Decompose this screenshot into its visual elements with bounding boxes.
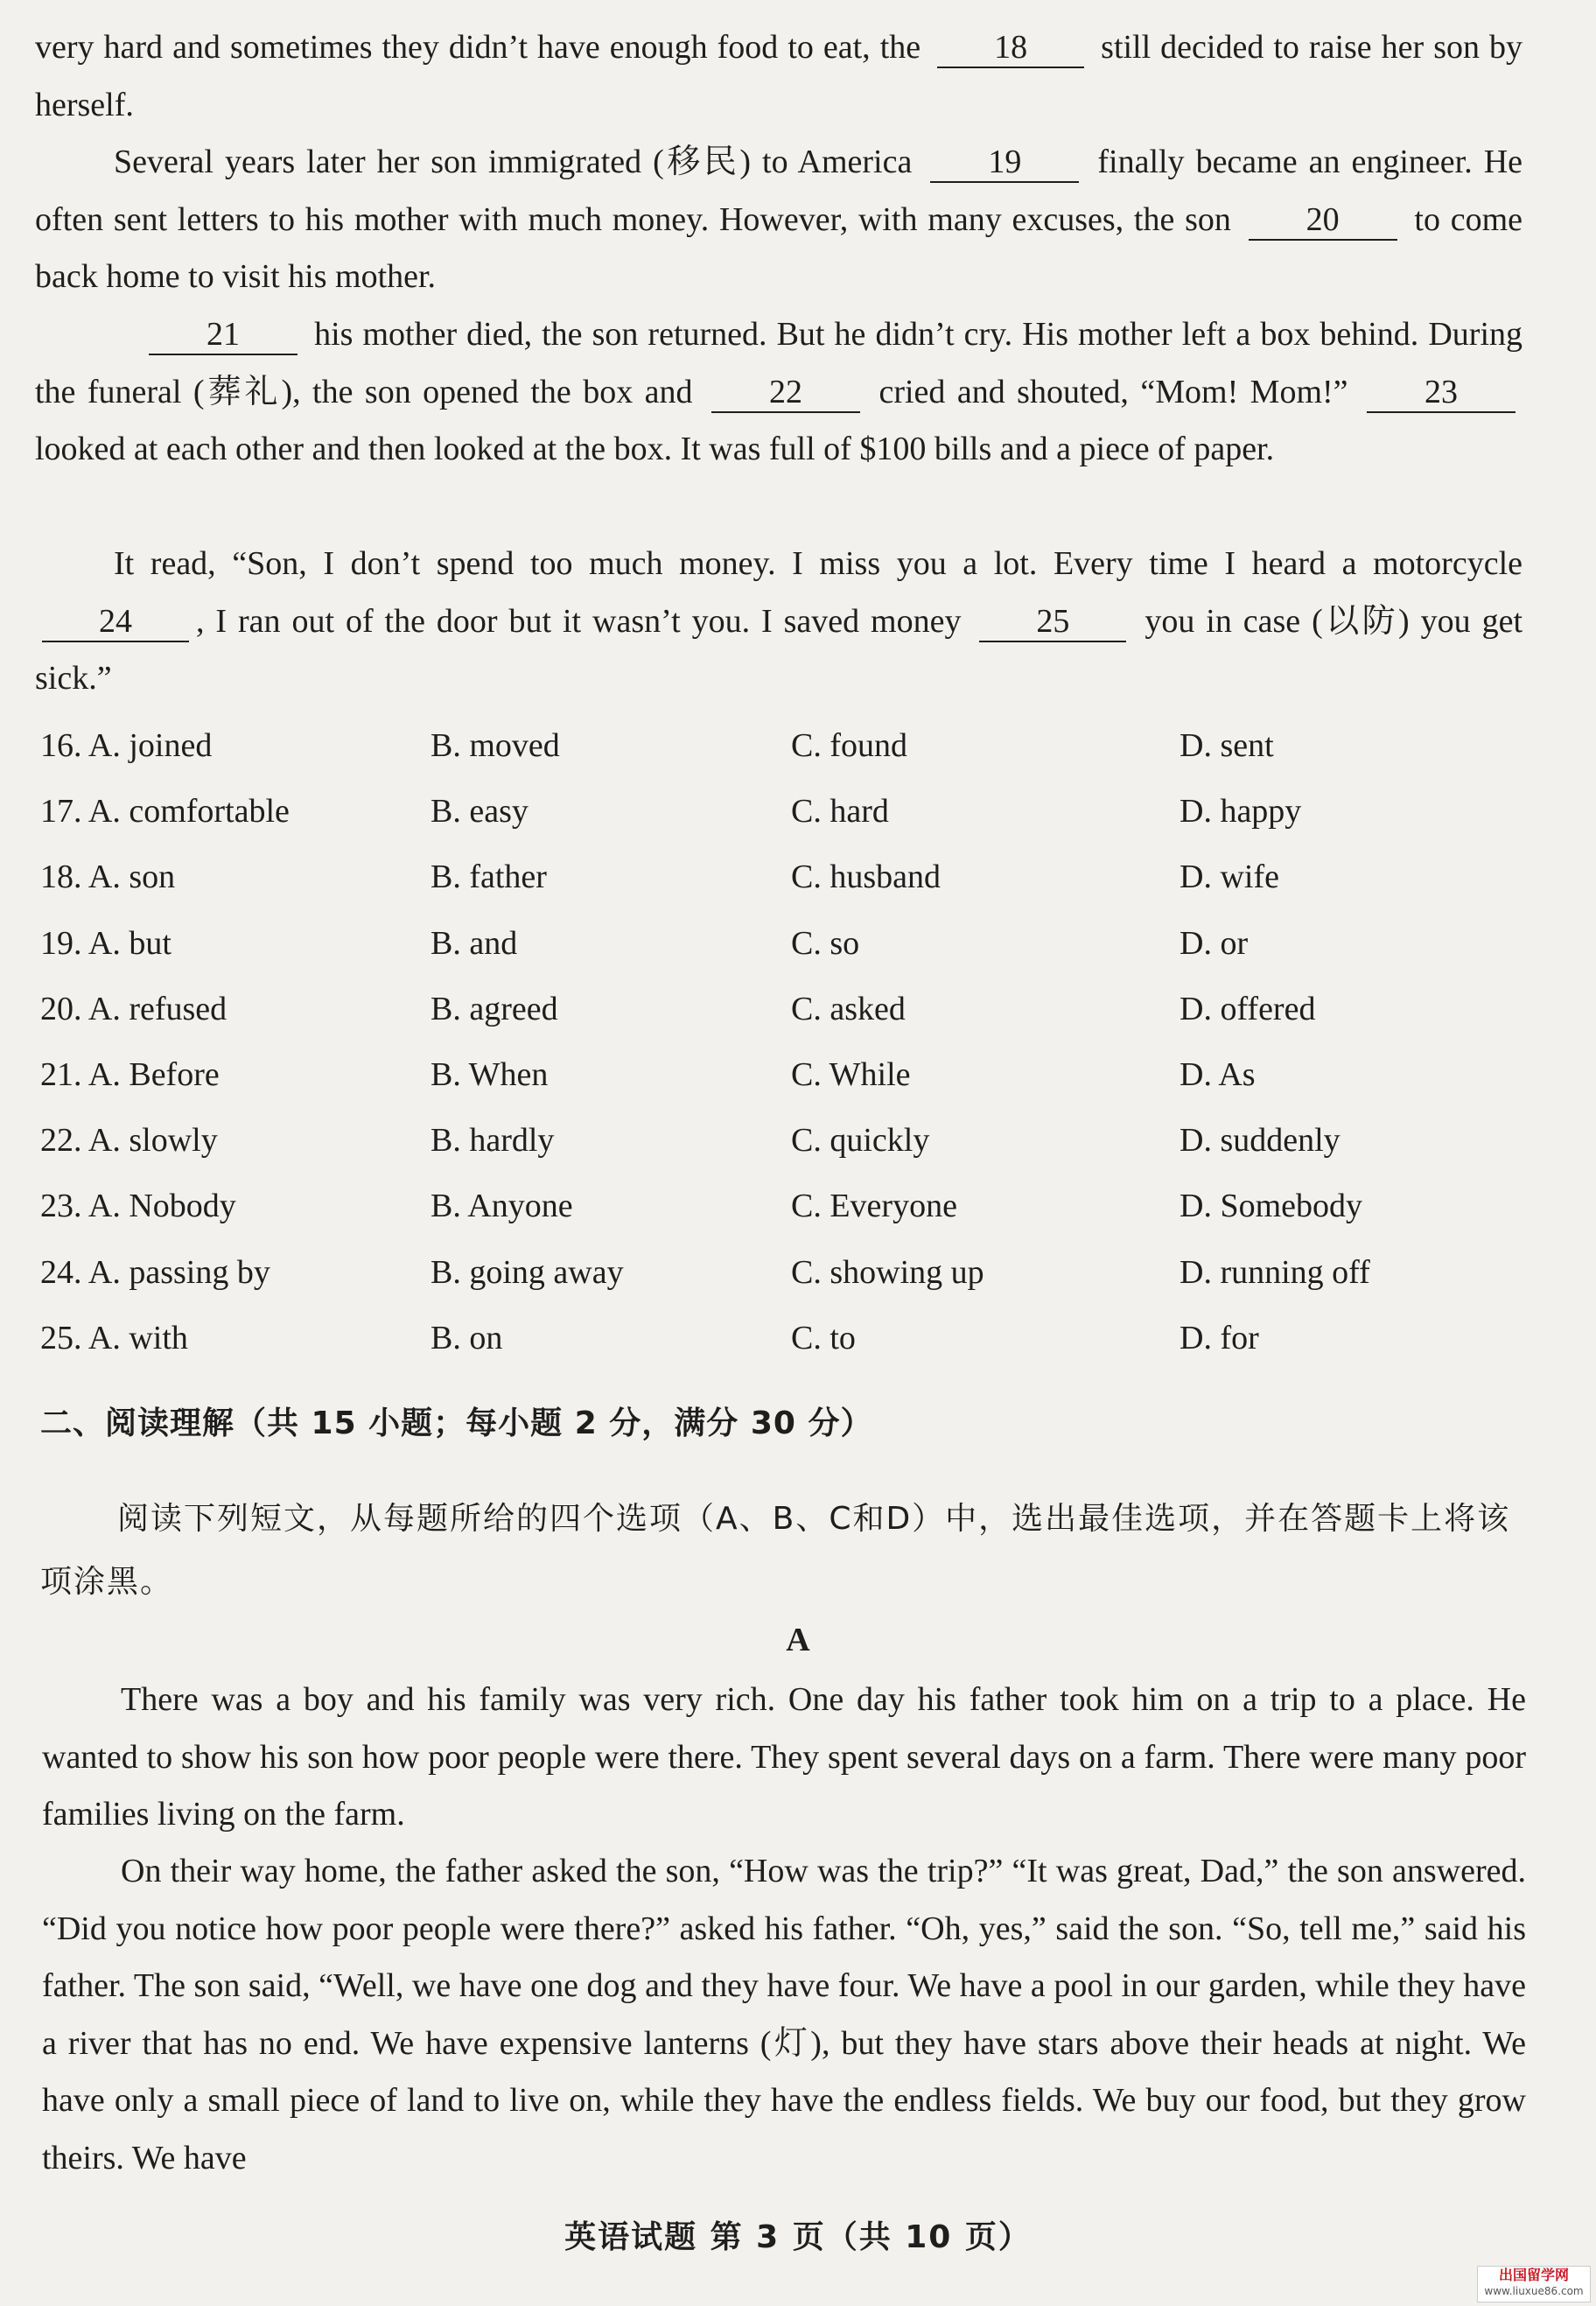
option-c: C. husband xyxy=(791,859,941,896)
options-list xyxy=(40,719,1528,1377)
section-instruction: 阅读下列短文，从每题所给的四个选项（A、B、C和D）中，选出最佳选项，并在答题卡上将该项涂黑。 xyxy=(40,1501,1511,1600)
section-heading: 二、阅读理解（共 15 小题；每小题 2 分，满分 30 分） xyxy=(40,1405,873,1441)
option-d: D. As xyxy=(1180,1055,1256,1093)
option-d: D. offered xyxy=(1180,990,1316,1027)
option-b: B. agreed xyxy=(430,990,558,1027)
cloze-blank: 22 xyxy=(711,373,860,413)
passage-label: A xyxy=(786,1622,810,1658)
option-b: B. easy xyxy=(430,793,528,831)
option-d: D. suddenly xyxy=(1180,1122,1340,1160)
cloze-text: his mother died, the son returned. But he didn’t cry. His mother left a box behind. During the funeral (葬礼), the son opened the box and xyxy=(35,316,1523,410)
option-d: D. happy xyxy=(1180,793,1302,831)
option-d: D. Somebody xyxy=(1180,1188,1362,1225)
cloze-text: to come back home to visit his mother. xyxy=(35,200,1523,295)
option-b: B. hardly xyxy=(430,1122,555,1160)
cloze-paragraph-3 xyxy=(35,306,1522,479)
option-b: B. and xyxy=(430,924,518,962)
option-c: C. to xyxy=(791,1319,856,1356)
option-a: 23. A. Nobody xyxy=(40,1188,236,1225)
option-c: C. asked xyxy=(791,990,906,1027)
option-b: B. When xyxy=(430,1055,549,1093)
cloze-blank: 23 xyxy=(1367,373,1516,413)
option-c: C. found xyxy=(791,727,907,764)
cloze-blank: 21 xyxy=(149,315,298,355)
cloze-text: , I ran out of the door but it wasn’t you. I saved money xyxy=(196,602,962,640)
cloze-paragraph-4 xyxy=(35,536,1522,708)
option-row xyxy=(40,1312,1528,1377)
option-a: 24. A. passing by xyxy=(40,1253,270,1291)
option-c: C. hard xyxy=(791,793,889,831)
cloze-text: Several years later her son immigrated (移民) to America xyxy=(114,144,913,180)
option-d: D. running off xyxy=(1180,1253,1370,1291)
option-a: 21. A. Before xyxy=(40,1055,220,1093)
option-d: D. or xyxy=(1180,924,1249,962)
option-a: 20. A. refused xyxy=(40,990,228,1027)
option-a: 19. A. but xyxy=(40,924,172,962)
passage-paragraph-1: There was a boy and his family was very rich. One day his father took him on a trip to a place. He wanted to show his son how poor people were there. They spent several days on a farm. There were many poor families living on the farm. xyxy=(42,1681,1526,1833)
cloze-blank: 20 xyxy=(1249,200,1397,241)
option-a: 18. A. son xyxy=(40,859,176,896)
option-row xyxy=(40,719,1528,785)
option-b: B. moved xyxy=(430,727,560,764)
cloze-text: It read, “Son, I don’t spend too much money. I miss you a lot. Every time I heard a motorcycle xyxy=(114,545,1522,582)
option-row xyxy=(40,1180,1528,1245)
watermark-title: 出国留学网 xyxy=(1498,2267,1569,2283)
passage-paragraph-2: On their way home, the father asked the son, “How was the trip?” “It was great, Dad,” the son answered. “Did you notice how poor people were there?” asked his father. “Oh, yes,” said the son. “So, tell me,” said his father. The son said, “Well, we have one dog and they have four. We have a pool in our garden, while they have a river that has no end. We have expensive lanterns (灯), but they have stars above their heads at night. We have only a small piece of land to live on, while they have the endless fields. We buy our food, but they grow theirs. We have xyxy=(42,1853,1526,2176)
option-c: C. so xyxy=(791,924,860,962)
cloze-blank: 24 xyxy=(42,602,189,642)
option-b: B. father xyxy=(430,859,547,896)
option-row xyxy=(40,785,1528,851)
site-watermark xyxy=(1477,2266,1591,2302)
option-row xyxy=(40,1246,1528,1312)
cloze-blank: 25 xyxy=(979,602,1126,642)
option-d: D. sent xyxy=(1180,727,1274,764)
option-c: C. quickly xyxy=(791,1122,930,1160)
option-d: D. for xyxy=(1180,1319,1259,1356)
option-c: C. Everyone xyxy=(791,1188,957,1225)
option-a: 25. A. with xyxy=(40,1319,188,1356)
cloze-text: still decided to raise her son by herself. xyxy=(35,29,1523,123)
option-c: C. showing up xyxy=(791,1253,984,1291)
page-footer: 英语试题 第 3 页（共 10 页） xyxy=(564,2219,1032,2255)
option-row xyxy=(40,983,1528,1048)
cloze-text: you in case (以防) you get sick.” xyxy=(35,602,1522,697)
option-row xyxy=(40,917,1528,983)
option-d: D. wife xyxy=(1180,859,1279,896)
cloze-paragraph-2 xyxy=(35,134,1522,306)
option-c: C. While xyxy=(791,1055,911,1093)
cloze-text: very hard and sometimes they didn’t have enough food to eat, the xyxy=(35,29,921,66)
cloze-text: looked at each other and then looked at the box. It was full of $100 bills and a piece of paper. xyxy=(35,431,1275,467)
option-row xyxy=(40,1048,1528,1114)
cloze-blank: 19 xyxy=(930,143,1079,183)
option-row xyxy=(40,1114,1528,1180)
watermark-url: www.liuxue86.com xyxy=(1484,2285,1584,2297)
cloze-text: cried and shouted, “Mom! Mom!” xyxy=(878,373,1348,410)
option-a: 17. A. comfortable xyxy=(40,793,290,831)
option-a: 16. A. joined xyxy=(40,727,213,764)
cloze-text: finally became an engineer. He often sent letters to his mother with much money. However, with many excuses, the son xyxy=(35,144,1523,238)
option-a: 22. A. slowly xyxy=(40,1122,218,1160)
option-b: B. on xyxy=(430,1319,503,1356)
cloze-blank: 18 xyxy=(937,28,1084,68)
cloze-paragraph-1 xyxy=(35,19,1522,134)
option-b: B. going away xyxy=(430,1253,624,1291)
option-b: B. Anyone xyxy=(430,1188,573,1225)
option-row xyxy=(40,851,1528,916)
